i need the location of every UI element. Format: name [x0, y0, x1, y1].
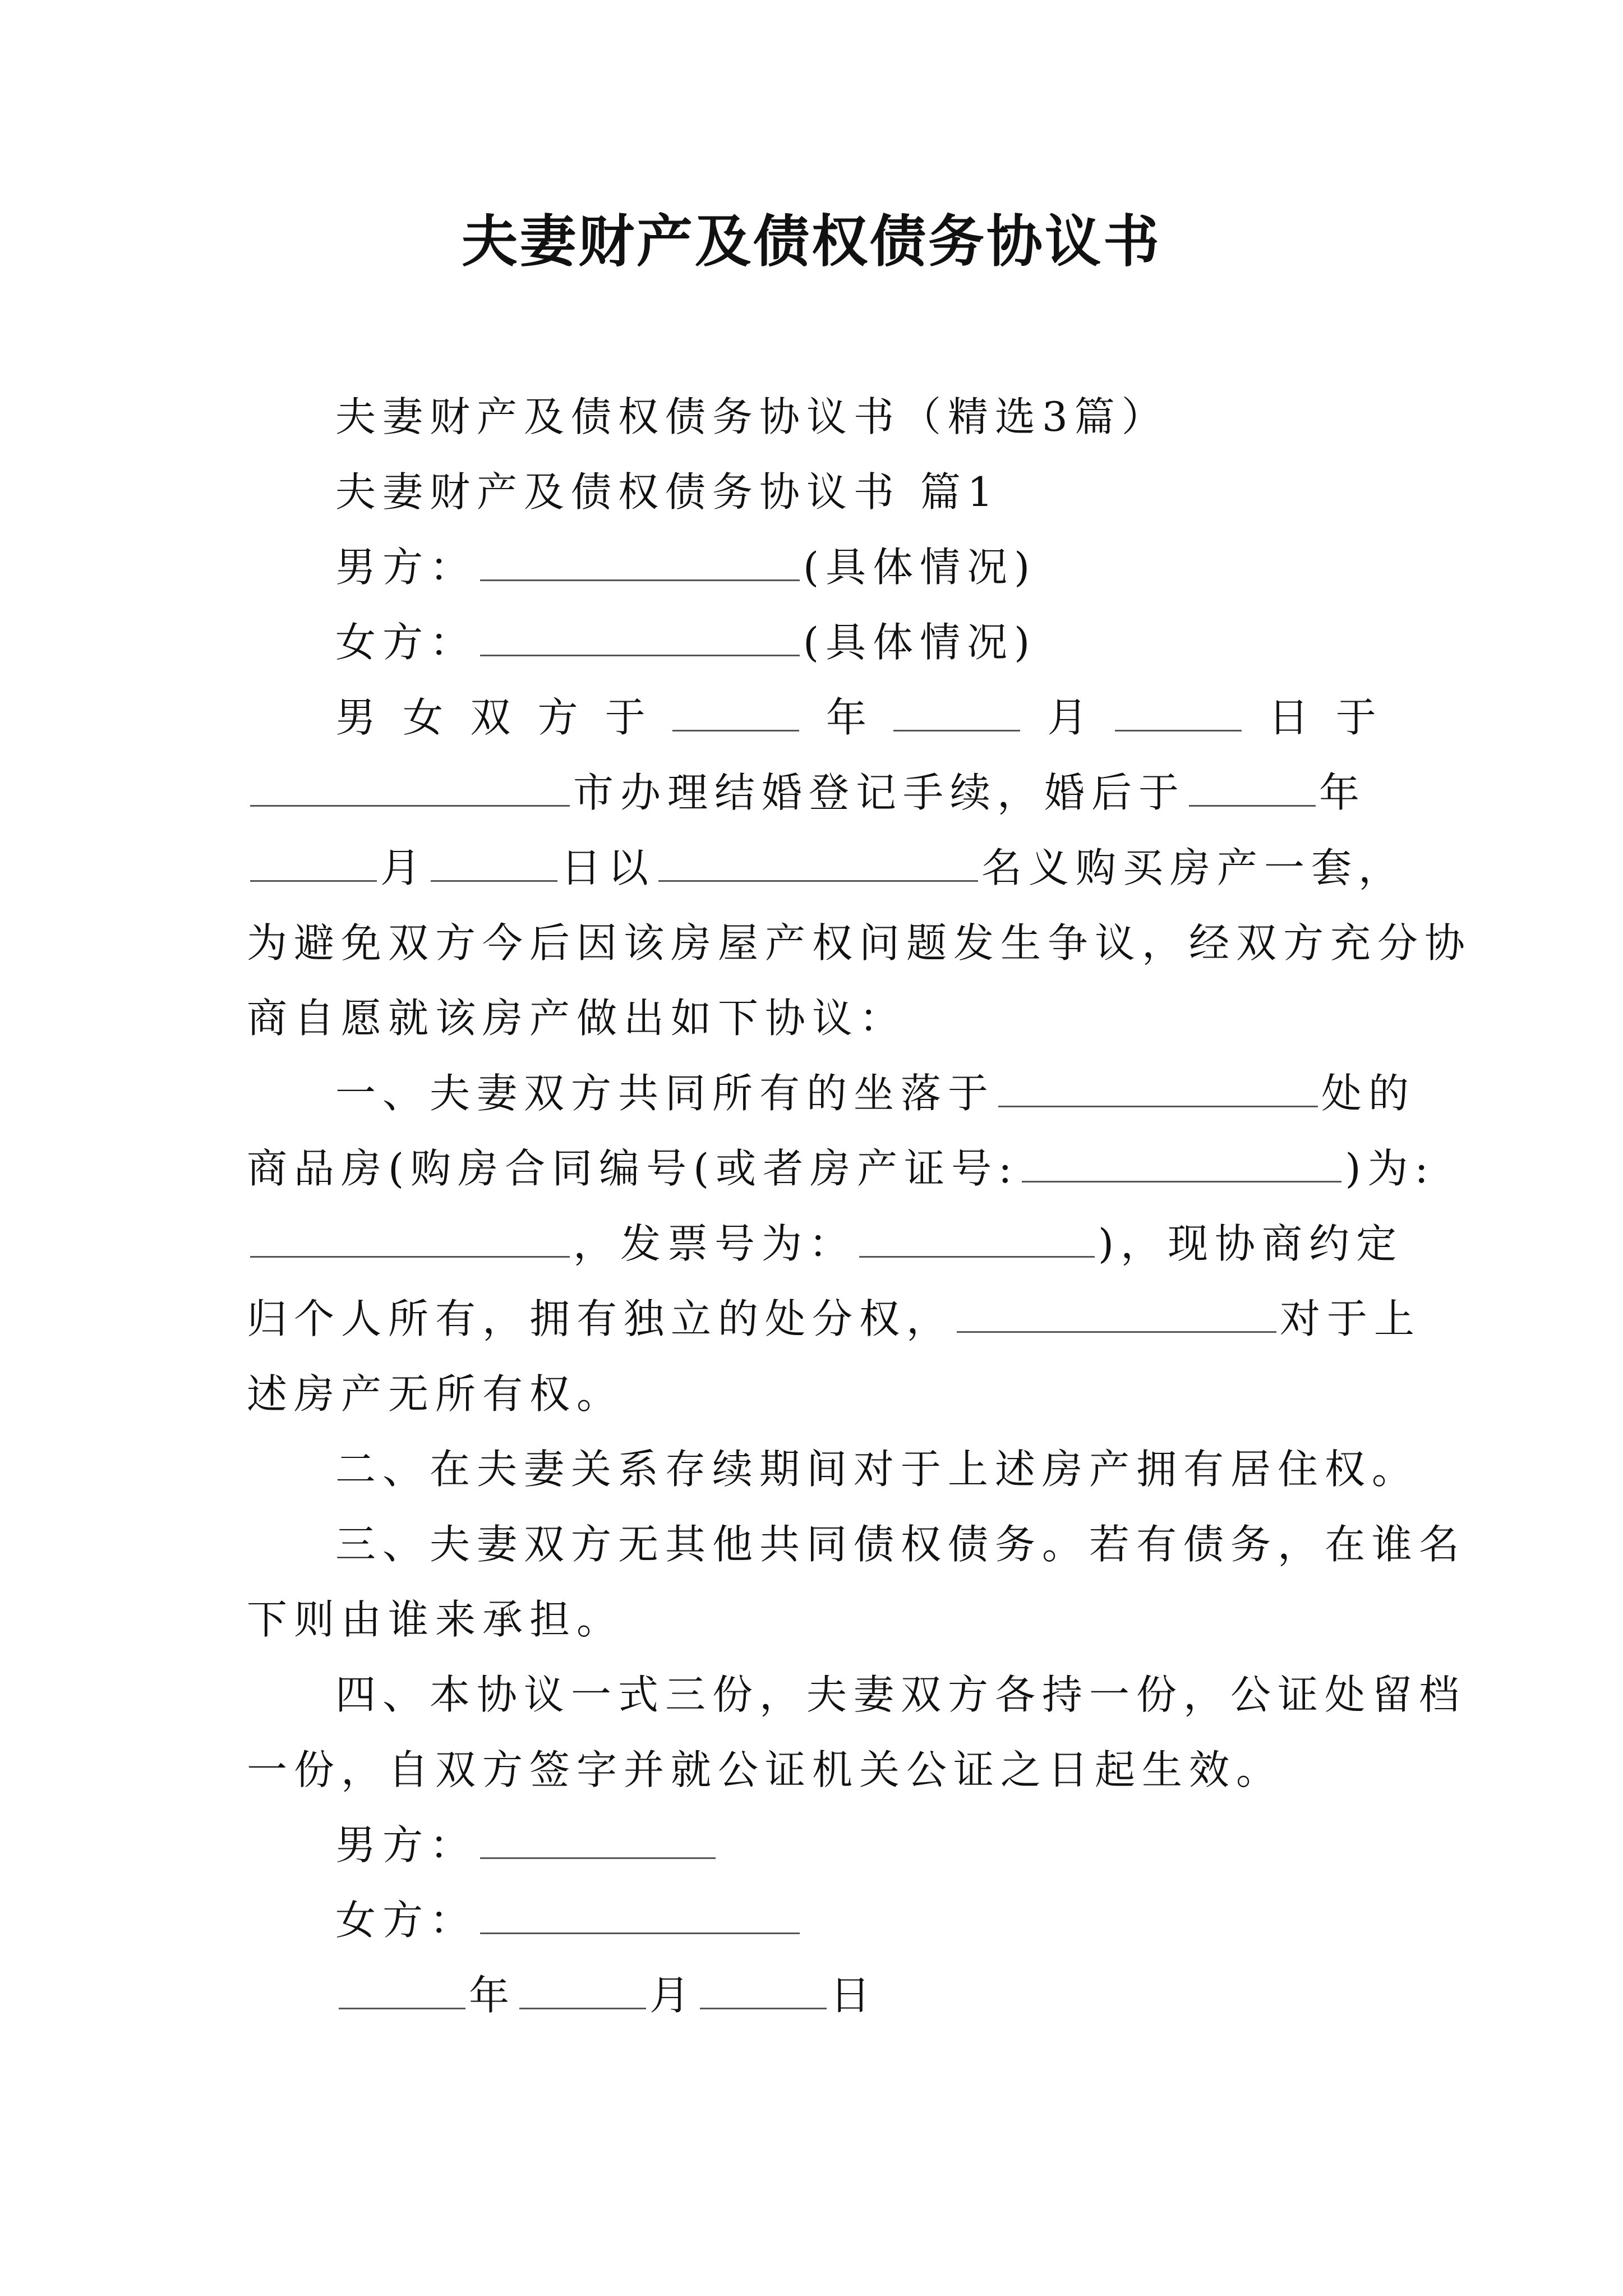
intro-line-4: 为避免双方今后因该房屋产权问题发生争议，经双方充分协 — [247, 919, 1472, 967]
intro-char: 方 — [537, 694, 578, 741]
clause-text: 一、夫妻双方共同所有的坐落于 — [335, 1070, 995, 1117]
intro-text: 名义购买房产一套， — [981, 844, 1406, 891]
document-title: 夫妻财产及债权债务协议书 — [462, 208, 1161, 274]
subtitle: 夫妻财产及债权债务协议书（精选3篇） — [335, 393, 1169, 440]
husband-info-line — [335, 536, 1036, 598]
clause-text: 对于上 — [1280, 1295, 1422, 1342]
sign-month-label: 月 — [649, 1972, 697, 2019]
husband-signature-line — [335, 1814, 719, 1876]
certificate-number-blank — [250, 1221, 570, 1258]
clause1-line-4 — [247, 1288, 1421, 1350]
clause4-line-1: 四、本协议一式三份，夫妻双方各持一份，公证处留档 — [335, 1671, 1467, 1718]
sign-month-blank — [519, 1973, 646, 2009]
intro-text: 市办理结婚登记手续，婚后于 — [573, 769, 1186, 816]
sign-day-label: 日 — [830, 1972, 878, 2019]
intro-line-1 — [335, 687, 1376, 748]
signature-date-line — [335, 1964, 877, 2026]
intro-line-2 — [247, 762, 1366, 823]
wife-signature-blank — [480, 1898, 800, 1934]
clause4-line-2: 一份，自双方签字并就公证机关公证之日起生效。 — [247, 1746, 1284, 1793]
marriage-year-blank — [672, 695, 799, 731]
contract-number-blank — [1022, 1146, 1341, 1182]
husband-signature-blank — [480, 1823, 716, 1859]
intro-text: 月 — [380, 844, 428, 891]
purchase-year-blank — [1189, 770, 1316, 807]
husband-label: 男方： — [335, 544, 477, 591]
clause-text: )，现协商约定 — [1098, 1220, 1404, 1267]
marriage-month-blank — [893, 695, 1020, 731]
wife-signature-line — [335, 1889, 803, 1951]
wife-signature-label: 女方： — [335, 1897, 477, 1944]
wife-info-line — [335, 611, 1036, 673]
intro-line-5: 商自愿就该房产做出如下协议： — [247, 995, 907, 1042]
section-heading: 夫妻财产及债权债务协议书 篇1 — [335, 468, 1000, 516]
husband-signature-label: 男方： — [335, 1821, 477, 1869]
husband-suffix: (具体情况) — [803, 544, 1037, 591]
other-party-blank — [957, 1296, 1276, 1333]
intro-char: 年 — [826, 694, 867, 741]
clause-text: ，发票号为： — [573, 1220, 856, 1267]
intro-char: 双 — [470, 694, 511, 741]
intro-char: 月 — [1047, 694, 1088, 741]
intro-char: 男 — [335, 694, 376, 741]
clause-text: )为: — [1345, 1145, 1435, 1192]
intro-char: 日 — [1268, 694, 1309, 741]
purchaser-name-blank — [658, 845, 978, 882]
wife-label: 女方： — [335, 619, 477, 666]
clause1-line-1 — [335, 1062, 1415, 1124]
husband-name-blank — [480, 545, 800, 581]
marriage-day-blank — [1115, 695, 1242, 731]
clause1-line-2 — [247, 1138, 1435, 1199]
intro-char: 女 — [403, 694, 444, 741]
intro-line-3 — [247, 837, 1405, 899]
clause-text: 归个人所有，拥有独立的处分权， — [247, 1295, 954, 1342]
clause-text: 商品房(购房合同编号(或者房产证号: — [247, 1145, 1019, 1192]
intro-char: 于 — [1335, 694, 1376, 741]
clause2: 二、在夫妻关系存续期间对于上述房产拥有居住权。 — [335, 1446, 1419, 1493]
intro-text: 日以 — [561, 844, 656, 891]
intro-char: 于 — [605, 694, 645, 741]
registration-city-blank — [250, 770, 570, 807]
clause1-line-5: 述房产无所有权。 — [247, 1370, 624, 1418]
clause-text: 处的 — [1321, 1070, 1416, 1117]
wife-name-blank — [480, 620, 800, 656]
purchase-month-blank — [250, 845, 377, 882]
property-location-blank — [998, 1071, 1318, 1107]
clause3-line-1: 三、夫妻双方无其他共同债权债务。若有债务，在谁名 — [335, 1521, 1467, 1568]
sign-day-blank — [700, 1973, 827, 2009]
purchase-day-blank — [431, 845, 557, 882]
sign-year-blank — [339, 1973, 465, 2009]
clause3-line-2: 下则由谁来承担。 — [247, 1596, 624, 1643]
wife-suffix: (具体情况) — [803, 619, 1037, 666]
invoice-number-blank — [859, 1221, 1095, 1258]
intro-text: 年 — [1319, 769, 1367, 816]
clause1-line-3 — [247, 1213, 1403, 1274]
sign-year-label: 年 — [469, 1972, 517, 2019]
